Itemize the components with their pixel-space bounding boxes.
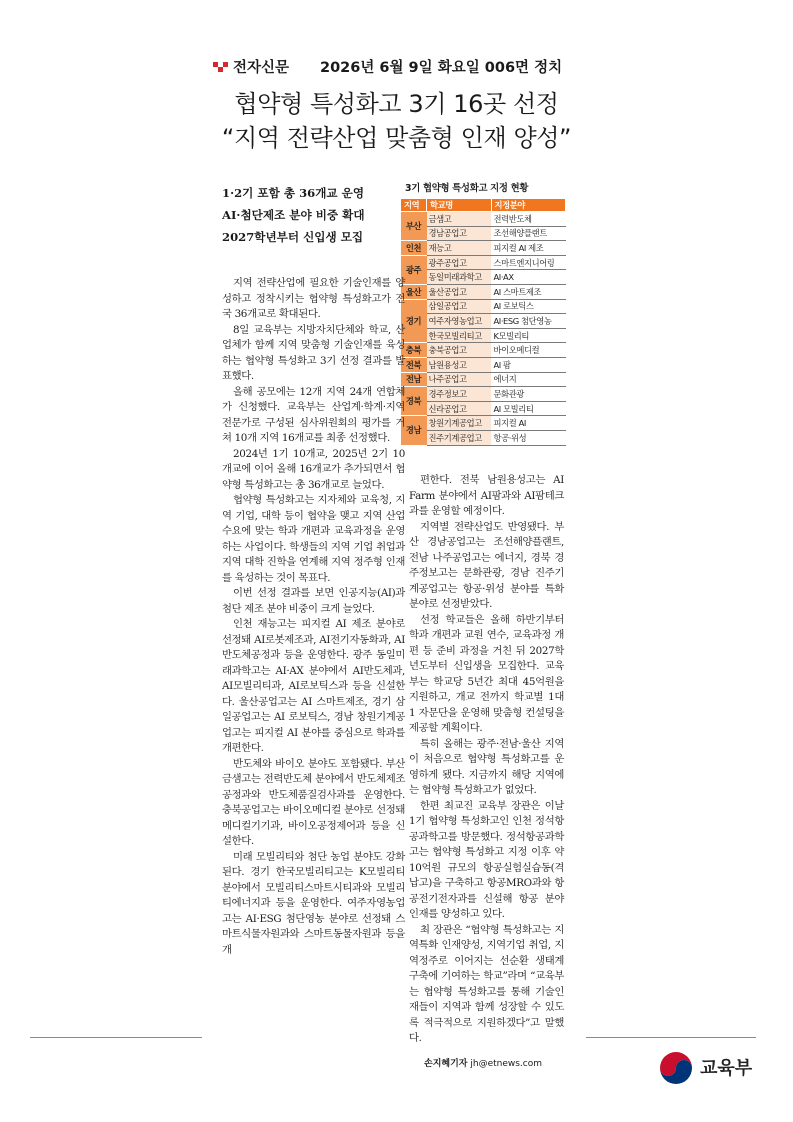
region-cell: 부산 [401, 212, 427, 241]
school-cell: 여주자영농업고 [427, 314, 492, 329]
field-cell: AI 모빌리티 [491, 401, 566, 416]
school-cell: 금샘고 [427, 212, 492, 227]
headline-line-1: 협약형 특성화고 3기 16곳 선정 [234, 90, 559, 118]
field-cell: 문화관광 [491, 387, 566, 402]
table-title: 3기 협약형 특성화고 지정 현황 [405, 183, 529, 194]
body-paragraph: 협약형 특성화고는 지자체와 교육청, 지역 기업, 대학 등이 협약을 맺고 지역 산업 수요에 맞는 학과 개편과 교육과정을 운영하는 사업이다. 학생들의 지역 기업 취업과 지역 대학 진학을 연계해 지역 정주형 인재를 육성하는 것이 목표다. [222, 494, 405, 584]
school-cell: 경남공업고 [427, 226, 492, 241]
byline [424, 1058, 542, 1070]
field-cell: 에너지 [491, 372, 566, 387]
body-paragraph: 반도체와 바이오 분야도 포함됐다. 부산 금샘고는 전력반도체 분야에서 반도체제조공정과와 반도체품질검사과를 운영한다. 충북공업고는 바이오메디컬 분야로 선정돼 메디컬기기과, 바이오공정제어과 등을 신설한다. [222, 757, 405, 847]
body-paragraph: 지역 전략산업에 필요한 기술인재를 양성하고 정착시키는 협약형 특성화고가 전국 36개교로 확대된다. [222, 277, 405, 320]
designation-table [400, 198, 566, 446]
table-row [401, 343, 566, 358]
body-paragraph: 지역별 전략산업도 반영됐다. 부산 경남공업고는 조선해양플랜트, 전남 나주공업고는 에너지, 경북 경주정보고는 문화관광, 경남 진주기계공업고는 항공·위성 분야를 특화 분야로 선정받았다. [409, 520, 564, 610]
school-cell: 진주기계공업고 [427, 430, 492, 445]
field-cell: AI 스마트제조 [491, 284, 566, 299]
table-row [401, 387, 566, 402]
field-cell: 피지컬 AI [491, 416, 566, 431]
body-paragraph: 한편 최교진 교육부 장관은 이날 1기 협약형 특성화고인 인천 정석항공과학고를 방문했다. 정석항공과학고는 협약형 특성화고 지정 이후 약 10억원 규모의 항공실험실습동(격납고)을 구축하고 항공MRO과와 항공전기전자과를 신설해 항공 분야 인재를 양성하고 있다. [409, 799, 564, 920]
region-cell: 전남 [401, 372, 427, 387]
body-column-left [222, 276, 405, 958]
reporter-email: jh@etnews.com [470, 1059, 543, 1069]
table-row [401, 416, 566, 431]
body-paragraph: 8일 교육부는 지방자치단체와 학교, 산업체가 함께 지역 맞춤형 기술인재를 육성하는 협약형 특성화고 3기 선정 결과를 발표했다. [222, 323, 405, 382]
table-row [401, 241, 566, 256]
field-cell: K모빌리티 [491, 328, 566, 343]
field-cell: 피지컬 AI 제조 [491, 241, 566, 256]
body-paragraph: 편한다. 전북 남원용성고는 AI Farm 분야에서 AI팜과와 AI팜테크과를 운영할 예정이다. [409, 474, 564, 517]
region-cell: 울산 [401, 284, 427, 299]
ministry-emblem-icon [658, 1050, 694, 1086]
subhead: AI·첨단제조 분야 비중 확대 [222, 208, 365, 222]
region-cell: 광주 [401, 255, 427, 284]
dateline: 2026년 6월 9일 화요일 006면 정치 [320, 60, 563, 76]
divider-right [586, 1037, 756, 1038]
school-cell: 신라공업고 [427, 401, 492, 416]
body-paragraph: 미래 모빌리티와 첨단 농업 분야도 강화된다. 경기 한국모빌리티고는 K모빌리티 분야에서 모빌리티스마트시티과와 모빌리티에너지과 등을 운영한다. 여주자영농업고는 AI·ESG 첨단영농 분야로 선정돼 스마트식물자원과와 스마트동물자원과 등을 개 [222, 850, 405, 956]
school-cell: 재능고 [427, 241, 492, 256]
body-paragraph: 이번 선정 결과를 보면 인공지능(AI)과 첨단 제조 분야 비중이 크게 늘었다. [222, 587, 405, 615]
field-cell: AI·ESG 첨단영농 [491, 314, 566, 329]
field-cell: 스마트엔지니어링 [491, 255, 566, 270]
school-cell: 한국모빌리티고 [427, 328, 492, 343]
divider-left [30, 1037, 202, 1038]
school-cell: 남원용성고 [427, 357, 492, 372]
region-cell: 경남 [401, 416, 427, 445]
table-row [401, 372, 566, 387]
paper-name: 전자신문 [233, 60, 290, 76]
field-cell: 바이오메디컬 [491, 343, 566, 358]
header-region: 지역 [401, 199, 427, 212]
body-paragraph: 특히 올해는 광주·전남·울산 지역이 처음으로 협약형 특성화고를 운영하게 됐다. 지금까지 해당 지역에는 협약형 특성화고가 없었다. [409, 737, 564, 796]
field-cell: 전력반도체 [491, 212, 566, 227]
school-cell: 경주정보고 [427, 387, 492, 402]
body-paragraph: 인천 재능고는 피지컬 AI 제조 분야로 선정돼 AI로봇제조과, AI전기자동화과, AI반도체공정과 등을 운영한다. 광주 동일미래과학고는 AI·AX 분야에서 AI반도체과, AI모빌리티과, AI로보틱스과 등을 신설한다. 울산공업고는 AI 스마트제조, 경기 삼일공업고는 AI 로보틱스, 경남 창원기계공업고는 피지컬 AI 분야를 중심으로 학과를 개편한다. [222, 618, 405, 754]
region-cell: 전북 [401, 357, 427, 372]
region-cell: 충북 [401, 343, 427, 358]
body-paragraph: 올해 공모에는 12개 지역 24개 연합체가 신청했다. 교육부는 산업계·학계·지역 전문가로 구성된 심사위원회의 평가를 거쳐 10개 지역 16개교를 최종 선정했다. [222, 385, 405, 444]
subhead: 2027학년부터 신입생 모집 [222, 230, 364, 244]
school-cell: 동일미래과학고 [427, 270, 492, 285]
body-paragraph: 최 장관은 “협약형 특성화고는 지역특화 인재양성, 지역기업 취업, 지역정주로 이어지는 선순환 생태계 구축에 기여하는 학교”라며 “교육부는 협약형 특성화고를 통해 기술인재들이 지역과 함께 성장할 수 있도록 적극적으로 지원하겠다”고 말했다. [409, 923, 564, 1044]
body-column-right [409, 473, 564, 1047]
school-cell: 광주공업고 [427, 255, 492, 270]
school-cell: 삼일공업고 [427, 299, 492, 314]
field-cell: AI·AX [491, 270, 566, 285]
field-cell: AI 팜 [491, 357, 566, 372]
headline-line-2: “지역 전략산업 맞춤형 인재 양성” [221, 124, 572, 152]
table-body [401, 212, 566, 446]
field-cell: 조선해양플랜트 [491, 226, 566, 241]
header-school: 학교명 [427, 199, 492, 212]
table-row [401, 284, 566, 299]
field-cell: 항공·위성 [491, 430, 566, 445]
field-cell: AI 로보틱스 [491, 299, 566, 314]
table-row [401, 299, 566, 314]
subhead: 1·2기 포함 총 36개교 운영 [222, 186, 365, 200]
region-cell: 인천 [401, 241, 427, 256]
header-field: 지정분야 [491, 199, 566, 212]
school-cell: 충북공업고 [427, 343, 492, 358]
school-cell: 나주공업고 [427, 372, 492, 387]
reporter-name: 손지혜기자 [424, 1059, 468, 1069]
etnews-logo-icon [213, 60, 229, 76]
table-row [401, 357, 566, 372]
body-paragraph: 2024년 1기 10개교, 2025년 2기 10개교에 이어 올해 16개교가 추가되면서 협약형 특성화고는 총 36개교로 늘었다. [222, 447, 405, 491]
table-row [401, 255, 566, 270]
table-header-row [401, 199, 566, 212]
ministry-name: 교육부 [700, 1058, 753, 1079]
table-row [401, 212, 566, 227]
subheads [222, 182, 407, 248]
school-cell: 울산공업고 [427, 284, 492, 299]
region-cell: 경북 [401, 387, 427, 416]
region-cell: 경기 [401, 299, 427, 343]
body-paragraph: 선정 학교들은 올해 하반기부터 학과 개편과 교원 연수, 교육과정 개편 등 준비 과정을 거친 뒤 2027학년도부터 신입생을 모집한다. 교육부는 학교당 5년간 최대 45억원을 지원하고, 개교 전까지 학교별 1대 1 자문단을 운영해 맞춤형 컨설팅을 제공할 계획이다. [409, 613, 564, 734]
school-cell: 창원기계공업고 [427, 416, 492, 431]
